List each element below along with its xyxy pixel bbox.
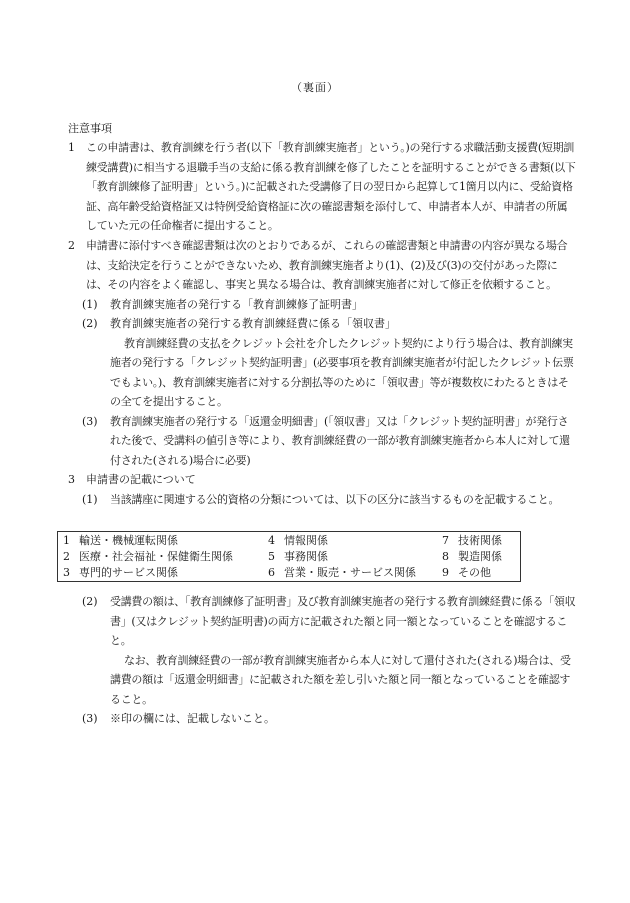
category-item: 6 営業・販売・サービス関係 [268,566,416,579]
notes-heading: 注意事項 [68,122,112,135]
item-2-text: 申請書に添付すべき確認書類は次のとおりであるが、これらの確認書類と申請書の内容が異なる場合は、支給決定を行うことができないため、教育訓練実施者より(1)、(2)及び(3)の交付があった際には、その内容をよく確認し、事実と異なる場合は、教育訓練実施者に対して修正を依頼すること。 [86,239,568,291]
category-item: 4 情報関係 [268,534,328,547]
item-3-sub-2-text: 受講費の額は、「教育訓練修了証明書」及び教育訓練実施者の発行する教育訓練経費に係る「領収書」(又はクレジット契約証明書)の両方に記載された額と同一額となっていることを確認すること。 [110,595,576,647]
item-2-sub-2 [68,314,576,334]
category-item: 3 専門的サービス関係 [63,566,178,579]
qualification-category-box [57,531,521,582]
item-3-sub-2-number: (2) [82,595,98,608]
category-item: 1 輸送・機械運転関係 [63,534,178,547]
item-3 [68,470,576,509]
item-2-number: 2 [68,239,75,252]
item-3-sub-3 [68,709,576,729]
category-item: 5 事務関係 [268,550,328,563]
item-3-sub-1 [68,490,576,510]
item-2-sub-3-text: 教育訓練実施者の発行する「返還金明細書」(「領収書」又は「クレジット契約証明書」が発行された後で、受講料の値引き等により、教育訓練経費の一部が教育訓練実施者から本人に対して還付された(される)場合に必要) [110,414,570,467]
category-item: 7 技術関係 [442,534,502,547]
item-3-text: 申請書の記載について [86,473,196,486]
category-item: 9 その他 [442,566,491,579]
item-3-sub-3-number: (3) [82,712,98,725]
item-2-sub-2-text: 教育訓練実施者の発行する教育訓練経費に係る「領収書」 [110,317,396,330]
page-label: （裏面） [291,81,339,94]
item-2-sub-1-number: (1) [82,297,98,311]
item-3-sub-2 [68,592,576,651]
category-item: 8 製造関係 [442,550,502,563]
item-3-sub-3-text: ※印の欄には、記載しないこと。 [110,712,275,725]
item-1-text: この申請書は、教育訓練を行う者(以下「教育訓練実施者」という。)の発行する求職活動支援費(短期訓練受講費)に相当する退職手当の支給に係る教育訓練を修了したことを証明することができる書類(以下「教育訓練修了証明書」という。)に記載された受講修了日の翌日から起算して1箇月以内に、受給資格証、高年齢受給資格証又は特例受給資格証に次の確認書類を添付して、申請者本人が、申請者の所属していた元の任命権者に提出すること。 [86,141,576,232]
item-2-sub-3 [68,412,576,471]
item-3-continued [68,592,576,729]
item-3-number: 3 [68,473,75,486]
item-3-sub-2-note: なお、教育訓練経費の一部が教育訓練実施者から本人に対して還付された(される)場合は、受講費の額は「返還金明細書」に記載された額を差し引いた額と同一額となっていることを確認すること。 [110,653,571,706]
item-2-sub-2-note: 教育訓練経費の支払をクレジット会社を介したクレジット契約により行う場合は、教育訓練実施者の発行する「クレジット契約証明書」(必要事項を教育訓練実施者が付記したクレジット伝票でもよい。)、教育訓練実施者に対する分割払等のために「領収書」等が複数枚にわたるときはその全てを提出すること。 [110,336,574,408]
item-2-sub-1-text: 教育訓練実施者の発行する「教育訓練修了証明書」 [110,297,363,311]
item-3-sub-1-number: (1) [82,492,98,506]
item-2 [68,236,576,470]
item-1 [68,138,576,236]
item-2-sub-3-number: (3) [82,414,98,428]
item-3-sub-1-text: 当該講座に関連する公的資格の分類については、以下の区分に該当するものを記載すること。 [110,492,560,506]
item-1-number: 1 [68,141,75,154]
item-2-sub-1 [68,295,576,315]
item-2-sub-2-number: (2) [82,317,98,330]
category-item: 2 医療・社会福祉・保健衛生関係 [63,550,233,563]
